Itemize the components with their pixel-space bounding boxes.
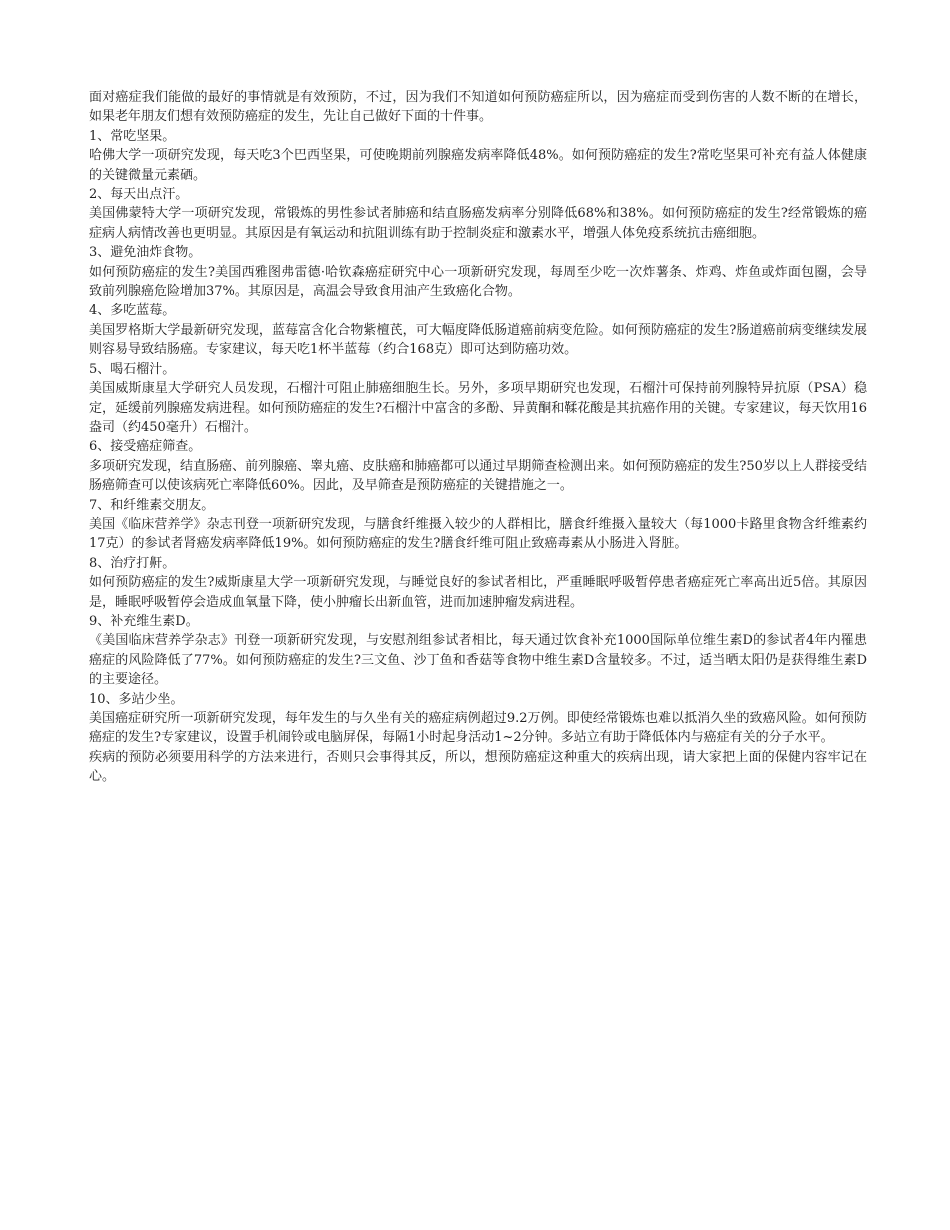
tip-heading: 2、每天出点汗。	[89, 187, 189, 203]
tip-heading: 3、避免油炸食物。	[89, 245, 202, 261]
tip-section-1	[89, 127, 867, 185]
tip-heading: 9、补充维生素D。	[89, 613, 199, 629]
tip-section-2	[89, 185, 867, 243]
tip-body: 多项研究发现，结直肠癌、前列腺癌、睾丸癌、皮肤癌和肺癌都可以通过早期筛查检测出来。如何预防癌症的发生?50岁以上人群接受结肠癌筛查可以使该病死亡率降低60%。因此，及早筛查是预防癌症的关键措施之一。	[89, 458, 867, 494]
tip-section-4	[89, 301, 867, 359]
tip-heading: 5、喝石榴汁。	[89, 361, 176, 377]
tip-section-9	[89, 612, 867, 690]
tip-section-8	[89, 554, 867, 612]
intro-paragraph: 面对癌症我们能做的最好的事情就是有效预防，不过，因为我们不知道如何预防癌症所以，因为癌症而受到伤害的人数不断的在增长，如果老年朋友们想有效预防癌症的发生，先让自己做好下面的十件事。	[89, 90, 867, 125]
tip-section-10	[89, 690, 867, 748]
tip-heading: 8、治疗打鼾。	[89, 555, 176, 571]
tip-body: 如何预防癌症的发生?美国西雅图弗雷德·哈钦森癌症研究中心一项新研究发现，每周至少吃一次炸薯条、炸鸡、炸鱼或炸面包圈，会导致前列腺癌危险增加37%。其原因是，高温会导致食用油产生致癌化合物。	[89, 264, 867, 300]
document-page	[89, 88, 867, 787]
tip-body: 美国罗格斯大学最新研究发现，蓝莓富含化合物紫檀芪，可大幅度降低肠道癌前病变危险。如何预防癌症的发生?肠道癌前病变继续发展则容易导致结肠癌。专家建议，每天吃1杯半蓝莓（约合168克）即可达到防癌功效。	[89, 322, 867, 358]
tip-body: 美国佛蒙特大学一项研究发现，常锻炼的男性参试者肺癌和结直肠癌发病率分别降低68%和38%。如何预防癌症的发生?经常锻炼的癌症病人病情改善也更明显。其原因是有氧运动和抗阻训练有助于控制炎症和激素水平，增强人体免疫系统抗击癌细胞。	[89, 206, 867, 241]
conclusion-paragraph: 疾病的预防必须要用科学的方法来进行，否则只会事得其反，所以，想预防癌症这种重大的疾病出现，请大家把上面的保健内容牢记在心。	[89, 749, 867, 785]
tip-body: 《美国临床营养学杂志》刊登一项新研究发现，与安慰剂组参试者相比，每天通过饮食补充1000国际单位维生素D的参试者4年内罹患癌症的风险降低了77%。如何预防癌症的发生?三文鱼、沙丁鱼和香菇等食物中维生素D含量较多。不过，适当晒太阳仍是获得维生素D的主要途径。	[89, 633, 867, 688]
tip-heading: 6、接受癌症筛查。	[89, 439, 202, 455]
tip-section-5	[89, 360, 867, 438]
tip-heading: 10、多站少坐。	[89, 691, 184, 707]
tip-heading: 4、多吃蓝莓。	[89, 303, 176, 319]
tip-section-7	[89, 496, 867, 554]
tip-body: 如何预防癌症的发生?威斯康星大学一项新研究发现，与睡觉良好的参试者相比，严重睡眠呼吸暂停患者癌症死亡率高出近5倍。其原因是，睡眠呼吸暂停会造成血氧量下降，使小肿瘤长出新血管，进而加速肿瘤发病进程。	[89, 575, 867, 610]
tip-body: 美国癌症研究所一项新研究发现，每年发生的与久坐有关的癌症病例超过9.2万例。即使经常锻炼也难以抵消久坐的致癌风险。如何预防癌症的发生?专家建议，设置手机闹铃或电脑屏保，每隔1小时起身活动1~2分钟。多站立有助于降低体内与癌症有关的分子水平。	[89, 711, 867, 746]
tip-body: 美国威斯康星大学研究人员发现，石榴汁可阻止肺癌细胞生长。另外，多项早期研究也发现，石榴汁可保持前列腺特异抗原（PSA）稳定，延缓前列腺癌发病进程。如何预防癌症的发生?石榴汁中富含的多酚、异黄酮和鞣花酸是其抗癌作用的关键。专家建议，每天饮用16盎司（约450毫升）石榴汁。	[89, 381, 867, 435]
tip-body: 哈佛大学一项研究发现，每天吃3个巴西坚果，可使晚期前列腺癌发病率降低48%。如何预防癌症的发生?常吃坚果可补充有益人体健康的关键微量元素硒。	[89, 148, 867, 183]
tip-section-6	[89, 437, 867, 495]
tip-heading: 7、和纤维素交朋友。	[89, 497, 215, 513]
tip-body: 美国《临床营养学》杂志刊登一项新研究发现，与膳食纤维摄入较少的人群相比，膳食纤维摄入量较大（每1000卡路里食物含纤维素约17克）的参试者肾癌发病率降低19%。如何预防癌症的发生?膳食纤维可阻止致癌毒素从小肠进入肾脏。	[89, 516, 867, 552]
tip-section-3	[89, 243, 867, 301]
tip-heading: 1、常吃坚果。	[89, 128, 176, 144]
